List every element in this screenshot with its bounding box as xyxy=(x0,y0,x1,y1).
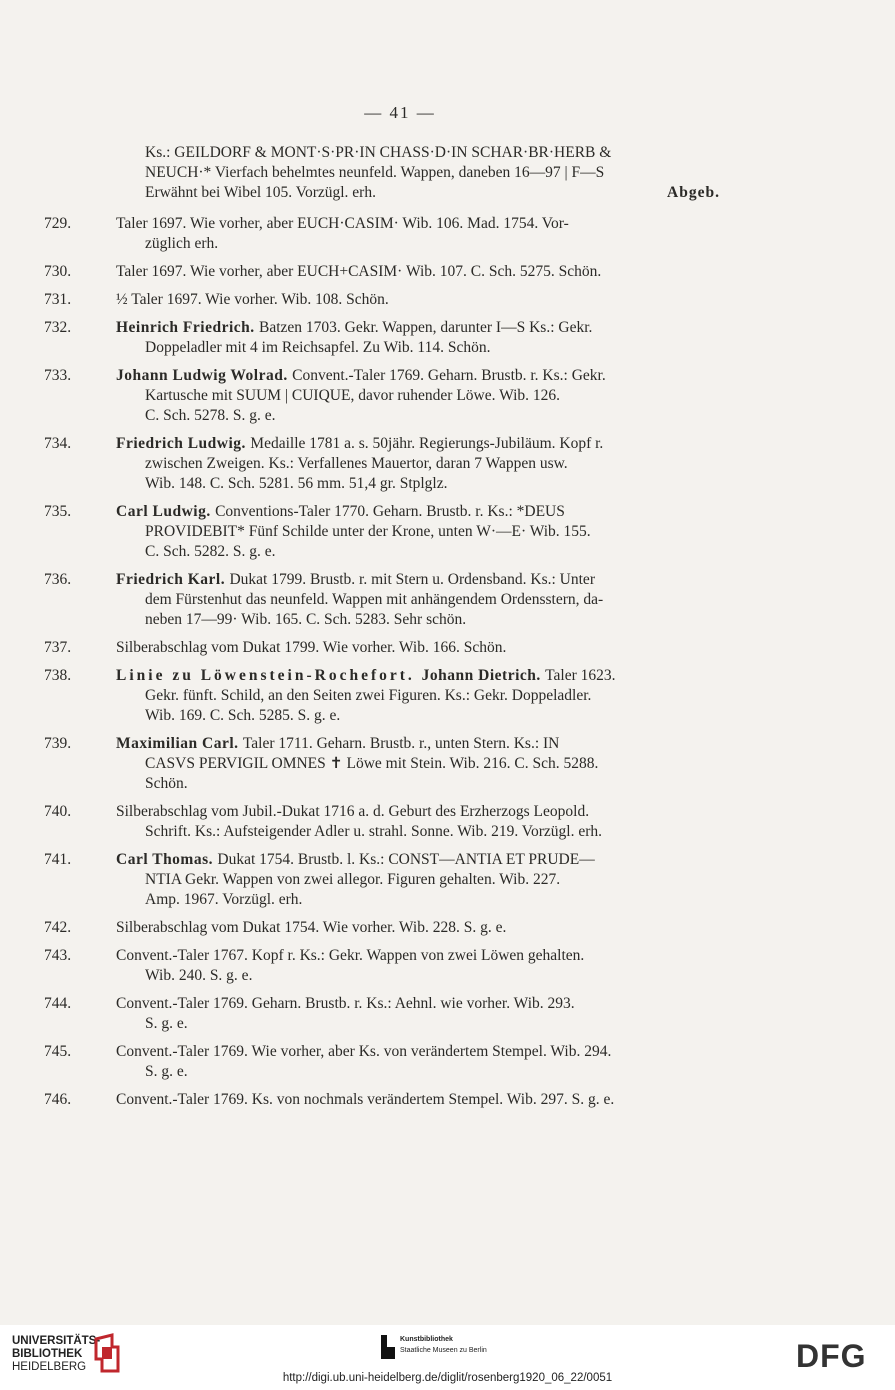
entry-line: CASVS PERVIGIL OMNES ✝ Löwe mit Stein. Wib. 216. C. Sch. 5288. xyxy=(145,755,599,772)
entry-line-text: Convent.-Taler 1769. Ks. von nochmals verändertem Stempel. Wib. 297. S. g. e. xyxy=(116,1091,615,1108)
entry-number: 732. xyxy=(44,319,72,336)
entry-text xyxy=(116,638,710,658)
entry-text xyxy=(116,262,710,282)
entry-line xyxy=(116,570,710,590)
catalog-entry xyxy=(0,850,895,910)
entry-text xyxy=(116,570,710,630)
entry-line xyxy=(116,318,710,338)
entry-heading: Carl Ludwig. xyxy=(116,503,216,520)
entry-number: 744. xyxy=(44,995,72,1012)
entry-line xyxy=(116,994,710,1014)
abgeb-tag: Abgeb. xyxy=(667,184,720,201)
entry-line xyxy=(116,434,710,454)
entry-number: 733. xyxy=(44,367,72,384)
entry-number: 746. xyxy=(44,1091,72,1108)
entry-subheading: Johann Dietrich. xyxy=(421,667,546,684)
catalog-entry xyxy=(0,994,895,1034)
entry-heading: Maximilian Carl. xyxy=(116,735,243,752)
entry-line xyxy=(116,262,710,282)
entry-text xyxy=(116,214,710,254)
intro-line: Ks.: GEILDORF & MONT·S·PR·IN CHASS·D·IN SCHAR·BR·HERB & xyxy=(145,144,612,161)
entry-number: 736. xyxy=(44,571,72,588)
entry-text xyxy=(116,1042,710,1082)
entry-line xyxy=(116,946,710,966)
entry-line: Wib. 169. C. Sch. 5285. S. g. e. xyxy=(145,707,341,724)
source-url[interactable]: http://digi.ub.uni-heidelberg.de/diglit/rosenberg1920_06_22/0051 xyxy=(282,1372,613,1384)
entry-line-text: Dukat 1799. Brustb. r. mit Stern u. Ordensband. Ks.: Unter xyxy=(229,571,595,588)
entry-heading: Friedrich Karl. xyxy=(116,571,230,588)
intro-line: NEUCH·* Vierfach behelmtes neunfeld. Wappen, daneben 16—97 | F—S xyxy=(145,164,605,181)
entry-text xyxy=(116,918,710,938)
entry-line-text: ½ Taler 1697. Wie vorher. Wib. 108. Schön. xyxy=(116,291,389,308)
entry-text xyxy=(116,502,710,562)
entry-number: 731. xyxy=(44,291,72,308)
catalog-entry xyxy=(0,570,895,630)
entry-line-text: Convent.-Taler 1769. Wie vorher, aber Ks. von verändertem Stempel. Wib. 294. xyxy=(116,1043,612,1060)
entry-line: Wib. 240. S. g. e. xyxy=(145,967,253,984)
catalog-entry xyxy=(0,214,895,254)
kunstbibliothek-logo-icon xyxy=(381,1335,395,1359)
page-number: — 41 — xyxy=(364,103,436,122)
entry-heading: Carl Thomas. xyxy=(116,851,218,868)
entry-line xyxy=(116,638,710,658)
catalog-entry xyxy=(0,1090,895,1110)
entry-line: C. Sch. 5278. S. g. e. xyxy=(145,407,276,424)
entry-line xyxy=(116,502,710,522)
digitization-footer xyxy=(0,1325,895,1390)
entry-line xyxy=(116,214,710,234)
entry-line: züglich erh. xyxy=(145,235,219,252)
entry-list xyxy=(0,214,895,1110)
entry-line xyxy=(116,366,710,386)
catalog-entry xyxy=(0,290,895,310)
entry-text xyxy=(116,946,710,986)
entry-text xyxy=(116,434,710,494)
catalog-entry xyxy=(0,638,895,658)
entry-line-text: Convent.-Taler 1769. Geharn. Brustb. r. Ks.: Aehnl. wie vorher. Wib. 293. xyxy=(116,995,575,1012)
entry-text xyxy=(116,318,710,358)
entry-line: neben 17—99· Wib. 165. C. Sch. 5283. Sehr schön. xyxy=(145,611,467,628)
entry-line-text: Taler 1623. xyxy=(545,667,616,684)
entry-text xyxy=(116,1090,710,1110)
catalog-entries xyxy=(0,143,895,1118)
intro-paragraph xyxy=(145,143,720,203)
entry-number: 743. xyxy=(44,947,72,964)
entry-text xyxy=(116,366,710,426)
entry-line-text: Silberabschlag vom Jubil.-Dukat 1716 a. d. Geburt des Erzherzogs Leopold. xyxy=(116,803,590,820)
entry-line: S. g. e. xyxy=(145,1063,188,1080)
entry-number: 735. xyxy=(44,503,72,520)
catalog-entry xyxy=(0,1042,895,1082)
entry-line: Doppeladler mit 4 im Reichsapfel. Zu Wib. 114. Schön. xyxy=(145,339,491,356)
entry-line xyxy=(116,918,710,938)
entry-text xyxy=(116,994,710,1034)
entry-line: PROVIDEBIT* Fünf Schilde unter der Krone, unten W·—E· Wib. 155. xyxy=(145,523,591,540)
catalog-entry xyxy=(0,434,895,494)
catalog-entry xyxy=(0,262,895,282)
entry-text xyxy=(116,666,710,726)
entry-line-text: Batzen 1703. Gekr. Wappen, darunter I—S Ks.: Gekr. xyxy=(259,319,593,336)
entry-number: 734. xyxy=(44,435,72,452)
entry-line: C. Sch. 5282. S. g. e. xyxy=(145,543,276,560)
entry-number: 745. xyxy=(44,1043,72,1060)
entry-number: 730. xyxy=(44,263,72,280)
entry-number: 729. xyxy=(44,215,72,232)
entry-line-text: Silberabschlag vom Dukat 1754. Wie vorher. Wib. 228. S. g. e. xyxy=(116,919,507,936)
catalog-entry xyxy=(0,946,895,986)
entry-text xyxy=(116,290,710,310)
catalog-entry xyxy=(0,666,895,726)
entry-line xyxy=(116,850,710,870)
entry-heading: Johann Ludwig Wolrad. xyxy=(116,367,293,384)
entry-text xyxy=(116,734,710,794)
entry-text xyxy=(116,850,710,910)
entry-line: Schön. xyxy=(145,775,188,792)
catalog-entry xyxy=(0,502,895,562)
entry-line-text: Taler 1697. Wie vorher, aber EUCH·CASIM· Wib. 106. Mad. 1754. Vor- xyxy=(116,215,569,232)
entry-line xyxy=(116,290,710,310)
dfg-logo: DFG xyxy=(796,1338,867,1374)
entry-number: 738. xyxy=(44,667,72,684)
entry-line-text: Convent.-Taler 1767. Kopf r. Ks.: Gekr. Wappen von zwei Löwen gehalten. xyxy=(116,947,585,964)
ub-heidelberg-label: UNIVERSITÄTS- BIBLIOTHEK HEIDELBERG xyxy=(12,1335,101,1373)
catalog-entry xyxy=(0,918,895,938)
entry-heading: Heinrich Friedrich. xyxy=(116,319,260,336)
entry-line: Kartusche mit SUUM | CUIQUE, davor ruhender Löwe. Wib. 126. xyxy=(145,387,561,404)
entry-line xyxy=(116,802,710,822)
ub-heidelberg-logo-icon xyxy=(92,1333,122,1373)
entry-text xyxy=(116,802,710,842)
entry-number: 739. xyxy=(44,735,72,752)
entry-line xyxy=(116,666,710,686)
catalog-entry xyxy=(0,366,895,426)
entry-number: 741. xyxy=(44,851,72,868)
entry-line-text: Dukat 1754. Brustb. l. Ks.: CONST—ANTIA ET PRUDE— xyxy=(217,851,595,868)
catalog-entry xyxy=(0,318,895,358)
entry-heading: Friedrich Ludwig. xyxy=(116,435,251,452)
entry-line xyxy=(116,734,710,754)
entry-line-text: Taler 1711. Geharn. Brustb. r., unten Stern. Ks.: IN xyxy=(242,735,560,752)
entry-line-text: Taler 1697. Wie vorher, aber EUCH+CASIM· Wib. 107. C. Sch. 5275. Schön. xyxy=(116,263,602,280)
entry-line: Amp. 1967. Vorzügl. erh. xyxy=(145,891,303,908)
entry-number: 740. xyxy=(44,803,72,820)
intro-line: Abgeb. Erwähnt bei Wibel 105. Vorzügl. erh. xyxy=(145,184,720,201)
entry-line: Gekr. fünft. Schild, an den Seiten zwei Figuren. Ks.: Gekr. Doppeladler. xyxy=(145,687,592,704)
entry-heading: Linie zu Löwenstein-Rochefort. xyxy=(116,667,422,684)
entry-line-text: Silberabschlag vom Dukat 1799. Wie vorher. Wib. 166. Schön. xyxy=(116,639,507,656)
entry-line: dem Fürstenhut das neunfeld. Wappen mit anhängendem Ordensstern, da- xyxy=(145,591,604,608)
entry-line xyxy=(116,1042,710,1062)
entry-line-text: Conventions-Taler 1770. Geharn. Brustb. r. Ks.: *DEUS xyxy=(215,503,565,520)
entry-line xyxy=(116,1090,710,1110)
kunstbibliothek-label: Kunstbibliothek Staatliche Museen zu Berlin xyxy=(400,1336,487,1354)
entry-number: 742. xyxy=(44,919,72,936)
entry-line-text: Convent.-Taler 1769. Geharn. Brustb. r. Ks.: Gekr. xyxy=(292,367,606,384)
entry-line: S. g. e. xyxy=(145,1015,188,1032)
catalog-entry xyxy=(0,802,895,842)
entry-line-text: Medaille 1781 a. s. 50jähr. Regierungs-Jubiläum. Kopf r. xyxy=(250,435,604,452)
entry-line: Schrift. Ks.: Aufsteigender Adler u. strahl. Sonne. Wib. 219. Vorzügl. erh. xyxy=(145,823,603,840)
entry-number: 737. xyxy=(44,639,72,656)
catalog-entry xyxy=(0,734,895,794)
entry-line: NTIA Gekr. Wappen von zwei allegor. Figuren gehalten. Wib. 227. xyxy=(145,871,561,888)
entry-line: Wib. 148. C. Sch. 5281. 56 mm. 51,4 gr. Stplglz. xyxy=(145,475,448,492)
entry-line: zwischen Zweigen. Ks.: Verfallenes Mauertor, daran 7 Wappen usw. xyxy=(145,455,568,472)
